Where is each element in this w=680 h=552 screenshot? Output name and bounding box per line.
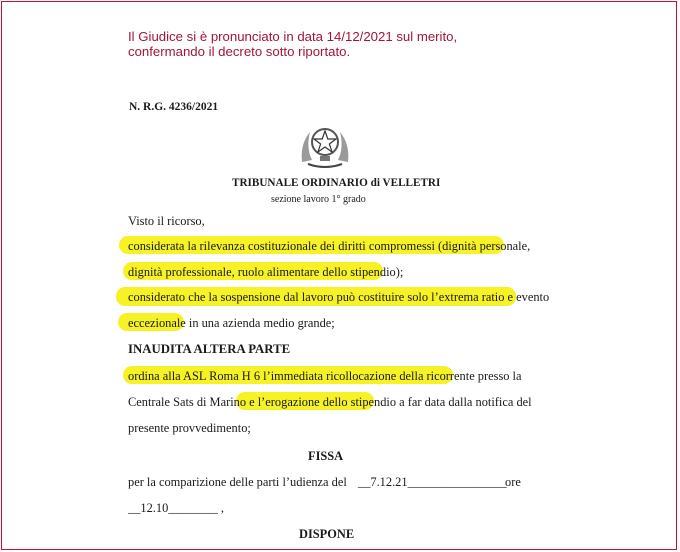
note-line-2: confermando il decreto sotto riportato.	[128, 43, 351, 59]
text-line: considerata la rilevanza costituzionale dei diritti compromessi (dignità personale,	[128, 239, 531, 253]
court-name: TRIBUNALE ORDINARIO di VELLETRI	[232, 177, 441, 189]
fissa-heading: FISSA	[308, 449, 344, 463]
text-segment: in una azienda medio grande;	[188, 316, 335, 330]
text-line	[128, 369, 522, 384]
text-segment: Centrale Sats di Marino	[128, 395, 250, 409]
text-line	[128, 316, 335, 331]
text-line: presente provvedimento;	[128, 421, 251, 435]
text-segment: presso la	[474, 369, 522, 383]
text-line: dignità professionale, ruolo alimentare dello stipendio);	[128, 265, 404, 279]
court-section: sezione lavoro 1° grado	[271, 194, 366, 205]
hearing-date: __7.12.21________________	[358, 475, 507, 489]
text-line: considerato che la sospensione dal lavoro può costituire solo l’extrema ratio e evento	[128, 290, 550, 304]
text-line: per la comparizione delle parti l’udienza del	[128, 475, 347, 489]
inaudita-heading: INAUDITA ALTERA PARTE	[128, 342, 291, 356]
text-segment: a far data dalla notifica del	[396, 395, 532, 409]
dispone-heading: DISPONE	[299, 527, 355, 541]
text-segment: eccezionale	[128, 316, 189, 330]
republic-emblem-icon	[296, 118, 354, 172]
text-segment: ordina alla ASL Roma H 6 l’immediata ricollocazione della ricorrente	[128, 369, 475, 383]
text-line: Visto il ricorso,	[128, 214, 205, 228]
text-segment: ore	[505, 475, 521, 489]
text-line	[128, 395, 532, 410]
case-number: N. R.G. 4236/2021	[129, 101, 219, 113]
text-segment: e l’erogazione dello stipendio	[249, 395, 397, 409]
hearing-time: __12.10________ ,	[128, 501, 225, 515]
note-line-1: Il Giudice si è pronunciato in data 14/12/2021 sul merito,	[128, 29, 458, 44]
